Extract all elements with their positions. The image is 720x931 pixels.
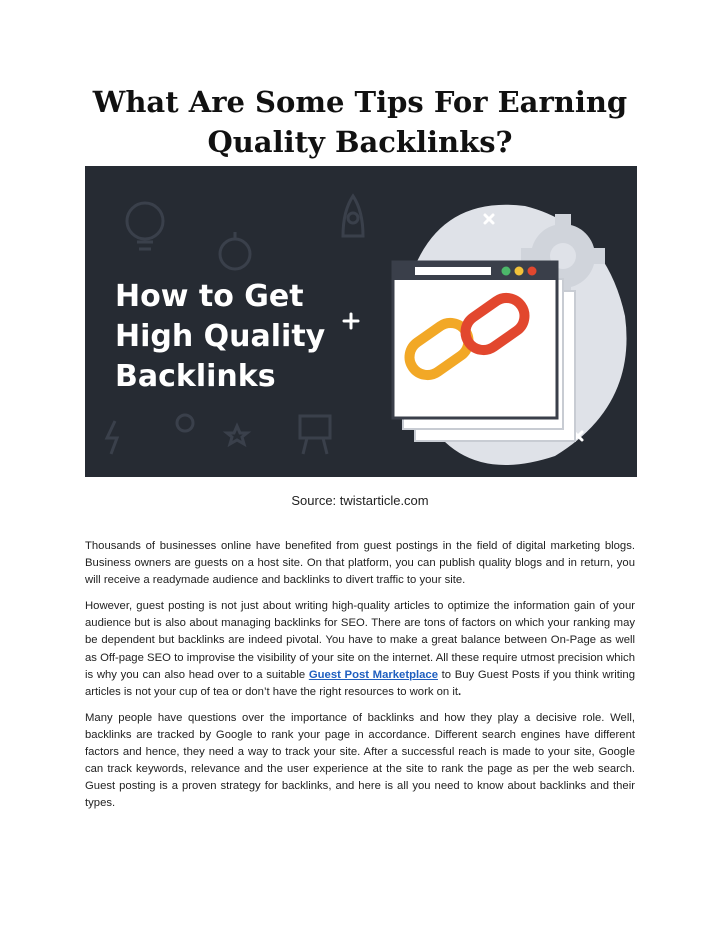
paragraph-end: .	[458, 685, 462, 698]
hero-line-1: How to Get	[115, 279, 304, 314]
coin-icon	[177, 415, 193, 431]
document-page	[85, 0, 635, 931]
paragraph-text: to Buy Guest Posts if you think writing articles is not your cup of tea or don’t have the right resources to work on it	[85, 668, 635, 698]
lightning-icon	[107, 421, 117, 454]
rocket-icon	[343, 196, 363, 236]
paragraph-text: However, guest posting is not just about writing high-quality articles to optimize the information gain of your audience but is also about managing backlinks for SEO. There are tons of factors on which your ranking may be dependent but backlinks are indeed pivotal. You have to make a great balance between On-Page as well as Off-page SEO to improvise the visibility of your site on the internet. All these require utmost precision which is why you can also head over to a suitable	[85, 600, 635, 681]
paragraph	[85, 598, 635, 701]
window-dot-red	[528, 267, 537, 276]
image-caption: Source: twistarticle.com	[291, 493, 429, 508]
plus-icon	[344, 314, 358, 328]
hero-image	[85, 166, 637, 477]
paragraph: Many people have questions over the importance of backlinks and how they play a decisive role. Well, backlinks are tracked by Google to rank your page in accordance. Different search engines have different factors and hence, they need a way to track your site. After a successful reach is made to your site, Google can track keywords, relevance and the user experience at the site to rank the page as per the web search. Guest posting is a proven strategy for backlinks, and here is all you need to know about backlinks and their types.	[85, 711, 635, 810]
window-dot-yellow	[515, 267, 524, 276]
lightbulb-icon	[127, 203, 163, 249]
easel-icon	[300, 416, 330, 454]
stopwatch-icon	[220, 232, 250, 269]
article-body	[85, 538, 635, 821]
star-icon	[227, 426, 247, 444]
hero-line-2: High Quality	[115, 319, 326, 354]
paragraph: Thousands of businesses online have benefited from guest postings in the field of digital marketing blogs. Business owners are guests on a host site. On that platform, you can publish quality blogs and in return, you will receive a readymade audience and backlinks to divert traffic to your site.	[85, 540, 635, 587]
guest-post-marketplace-link[interactable]: Guest Post Marketplace	[308, 668, 438, 681]
page-title: What Are Some Tips For Earning Quality Backlinks?	[92, 85, 628, 159]
hero-line-3: Backlinks	[115, 359, 276, 394]
window-dot-green	[502, 267, 511, 276]
